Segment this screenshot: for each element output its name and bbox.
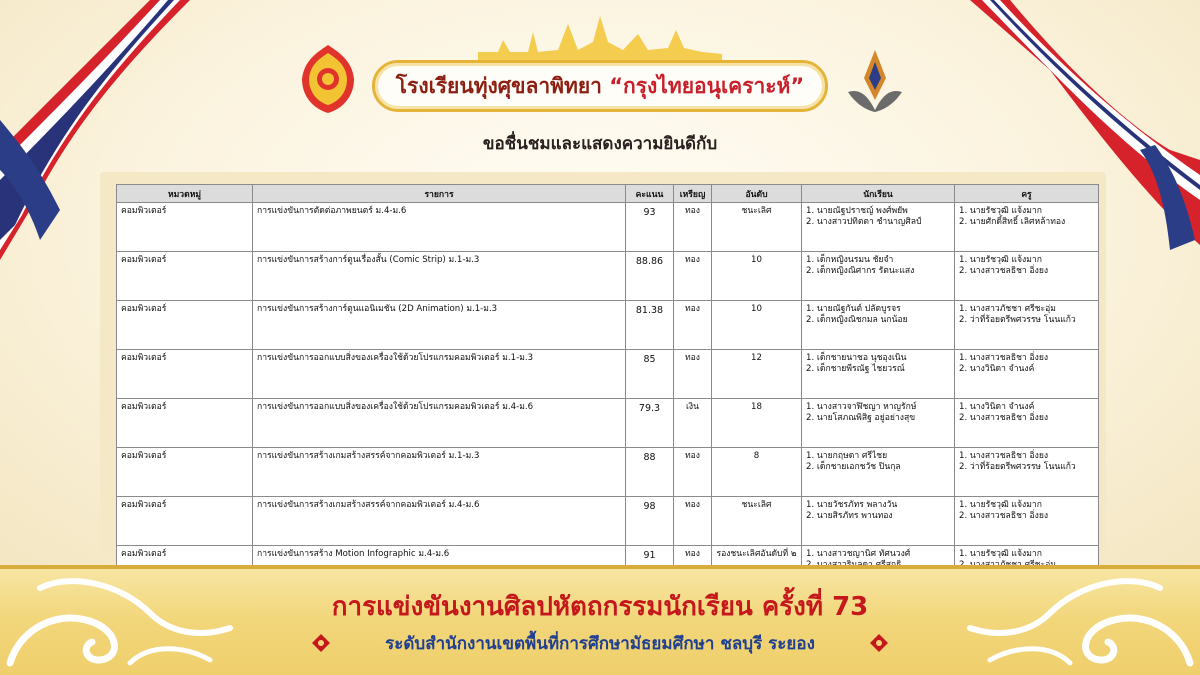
teacher-name: 2. นางสาวชลธิชา อิ่งยง — [959, 266, 1049, 276]
teachers-cell — [955, 301, 1099, 350]
student-name: 2. เด็กหญิงณิชกมล นกน้อย — [806, 315, 908, 325]
teacher-name: 2. นายศักดิ์สิทธิ์ เลิศหล้าทอง — [959, 217, 1066, 227]
medal-cell: ทอง — [674, 546, 712, 595]
column-header-event: รายการ — [253, 185, 626, 203]
teachers-cell — [955, 252, 1099, 301]
event-cell: การแข่งขันการสร้างการ์ตูนแอนิเมชัน (2D Animation) ม.1-ม.3 — [253, 301, 626, 350]
category-cell: คอมพิวเตอร์ — [117, 497, 253, 546]
teacher-name: 1. นางสาวภัชชา ศรีชะอุ่ม — [959, 304, 1056, 314]
student-name: 2. นางสาวปทิตตา ชำนาญศิลป์ — [806, 217, 922, 227]
table-row — [117, 252, 1099, 301]
column-header-students: นักเรียน — [802, 185, 955, 203]
student-name: 2. นายโสภณพิสิฐ อยู่อย่างสุข — [806, 413, 916, 423]
event-cell: การแข่งขันการออกแบบสิ่งของเครื่องใช้ด้วยโปรแกรมคอมพิวเตอร์ ม.4-ม.6 — [253, 399, 626, 448]
rank-cell: 18 — [712, 399, 802, 448]
student-name: 2. เด็กชายเอกชวัช ปินกุล — [806, 462, 901, 472]
medal-cell: ทอง — [674, 252, 712, 301]
event-cell: การแข่งขันการตัดต่อภาพยนตร์ ม.4-ม.6 — [253, 203, 626, 252]
students-cell — [802, 301, 955, 350]
score-cell: 98 — [626, 497, 674, 546]
obec-emblem-right-icon — [842, 48, 908, 114]
teacher-name: 1. นางสาวชลธิชา อิ่งยง — [959, 451, 1049, 461]
event-cell: การแข่งขันการสร้างเกมสร้างสรรค์จากคอมพิวเตอร์ ม.4-ม.6 — [253, 497, 626, 546]
teachers-cell — [955, 203, 1099, 252]
teachers-cell — [955, 497, 1099, 546]
teacher-name: 1. นางสาวชลธิชา อิ่งยง — [959, 353, 1049, 363]
student-name: 1. นายกฤษดา ศรีไชย — [806, 451, 888, 461]
teacher-name: 1. นายรัชวุฒิ แจ้งมาก — [959, 549, 1042, 559]
rank-cell: ชนะเลิศ — [712, 497, 802, 546]
score-cell: 81.38 — [626, 301, 674, 350]
event-cell: การแข่งขันการสร้าง Motion Infographic ม.4-ม.6 — [253, 546, 626, 595]
table-row — [117, 301, 1099, 350]
teachers-cell — [955, 399, 1099, 448]
medal-cell: ทอง — [674, 301, 712, 350]
medal-cell: ทอง — [674, 350, 712, 399]
teacher-name: 1. นายรัชวุฒิ แจ้งมาก — [959, 206, 1042, 216]
students-cell — [802, 350, 955, 399]
footer-subtitle: ระดับสำนักงานเขตพื้นที่การศึกษามัธยมศึกษา ชลบุรี ระยอง — [385, 634, 815, 654]
medal-cell: ทอง — [674, 448, 712, 497]
rank-cell: ชนะเลิศ — [712, 203, 802, 252]
medal-cell: เงิน — [674, 399, 712, 448]
teacher-name: 2. ว่าที่ร้อยตรีพศวรรษ โนนแก้ว — [959, 462, 1076, 472]
column-header-rank: อันดับ — [712, 185, 802, 203]
student-name: 2. นายสิรภัทร พานทอง — [806, 511, 893, 521]
students-cell — [802, 252, 955, 301]
score-cell: 91 — [626, 546, 674, 595]
footer-title: การแข่งขันงานศิลปหัตถกรรมนักเรียน ครั้งที่ 73 — [331, 592, 869, 622]
category-cell: คอมพิวเตอร์ — [117, 301, 253, 350]
congratulations-heading: ขอชื่นชมและแสดงความยินดีกับ — [482, 134, 718, 154]
rank-cell: 8 — [712, 448, 802, 497]
category-cell: คอมพิวเตอร์ — [117, 203, 253, 252]
student-name: 1. นายณัฐกันต์ ปลัดบูรจร — [806, 304, 901, 314]
score-cell: 88 — [626, 448, 674, 497]
column-header-medal: เหรียญ — [674, 185, 712, 203]
table-row — [117, 350, 1099, 399]
teachers-cell — [955, 448, 1099, 497]
medal-cell: ทอง — [674, 497, 712, 546]
teachers-cell — [955, 350, 1099, 399]
score-cell: 93 — [626, 203, 674, 252]
table-row — [117, 448, 1099, 497]
teacher-name: 2. ว่าที่ร้อยตรีพศวรรษ โนนแก้ว — [959, 315, 1076, 325]
results-table — [116, 184, 1099, 595]
rank-cell: 12 — [712, 350, 802, 399]
event-cell: การแข่งขันการสร้างเกมสร้างสรรค์จากคอมพิวเตอร์ ม.1-ม.3 — [253, 448, 626, 497]
students-cell — [802, 448, 955, 497]
category-cell: คอมพิวเตอร์ — [117, 252, 253, 301]
rank-cell: รองชนะเลิศอันดับที่ ๒ — [712, 546, 802, 595]
school-name-quoted: “กรุงไทยอนุเคราะห์” — [609, 73, 805, 98]
category-cell: คอมพิวเตอร์ — [117, 448, 253, 497]
teacher-name: 2. นางสาวชลธิชา อิ่งยง — [959, 413, 1049, 423]
student-name: 2. เด็กหญิงณิศากร รัตนะแสง — [806, 266, 915, 276]
student-name: 1. นางสาวจาฬิชญา หาญรักษ์ — [806, 402, 917, 412]
results-table-panel — [100, 172, 1106, 561]
table-row — [117, 497, 1099, 546]
teacher-name: 1. นายรัชวุฒิ แจ้งมาก — [959, 255, 1042, 265]
teacher-name: 2. นางวินิดา จำนงค์ — [959, 364, 1035, 374]
school-emblem-left-icon — [300, 43, 356, 115]
table-row — [117, 203, 1099, 252]
category-cell: คอมพิวเตอร์ — [117, 350, 253, 399]
score-cell: 79.3 — [626, 399, 674, 448]
column-header-score: คะแนน — [626, 185, 674, 203]
score-cell: 85 — [626, 350, 674, 399]
category-cell: คอมพิวเตอร์ — [117, 546, 253, 595]
student-name: 1. เด็กหญิงนรมน ชัยจำ — [806, 255, 894, 265]
table-row — [117, 399, 1099, 448]
student-name: 1. นางสาวชญานิศ ทัศนวงศ์ — [806, 549, 911, 559]
student-name: 1. นายวัชรภัทร พลางวัน — [806, 500, 898, 510]
school-name-banner — [372, 60, 828, 112]
student-name: 2. เด็กชายพีรณัฐ ไชยวรณ์ — [806, 364, 905, 374]
category-cell: คอมพิวเตอร์ — [117, 399, 253, 448]
table-header-row — [117, 185, 1099, 203]
column-header-category: หมวดหมู่ — [117, 185, 253, 203]
teacher-name: 1. นายรัชวุฒิ แจ้งมาก — [959, 500, 1042, 510]
students-cell — [802, 203, 955, 252]
score-cell: 88.86 — [626, 252, 674, 301]
golden-skyline-decoration — [478, 12, 722, 64]
students-cell — [802, 399, 955, 448]
students-cell — [802, 497, 955, 546]
teacher-name: 1. นางวินิดา จำนงค์ — [959, 402, 1035, 412]
student-name: 1. เด็กชายนาชอ นุชอุงเนิน — [806, 353, 907, 363]
school-name: โรงเรียนทุ่งศุขลาพิทยา — [395, 73, 602, 98]
student-name: 1. นายณัฐปราชญ์ พงศ์พยัพ — [806, 206, 908, 216]
teacher-name: 2. นางสาวชลธิชา อิ่งยง — [959, 511, 1049, 521]
medal-cell: ทอง — [674, 203, 712, 252]
rank-cell: 10 — [712, 301, 802, 350]
event-cell: การแข่งขันการออกแบบสิ่งของเครื่องใช้ด้วยโปรแกรมคอมพิวเตอร์ ม.1-ม.3 — [253, 350, 626, 399]
column-header-teachers: ครู — [955, 185, 1099, 203]
event-cell: การแข่งขันการสร้างการ์ตูนเรื่องสั้น (Comic Strip) ม.1-ม.3 — [253, 252, 626, 301]
rank-cell: 10 — [712, 252, 802, 301]
